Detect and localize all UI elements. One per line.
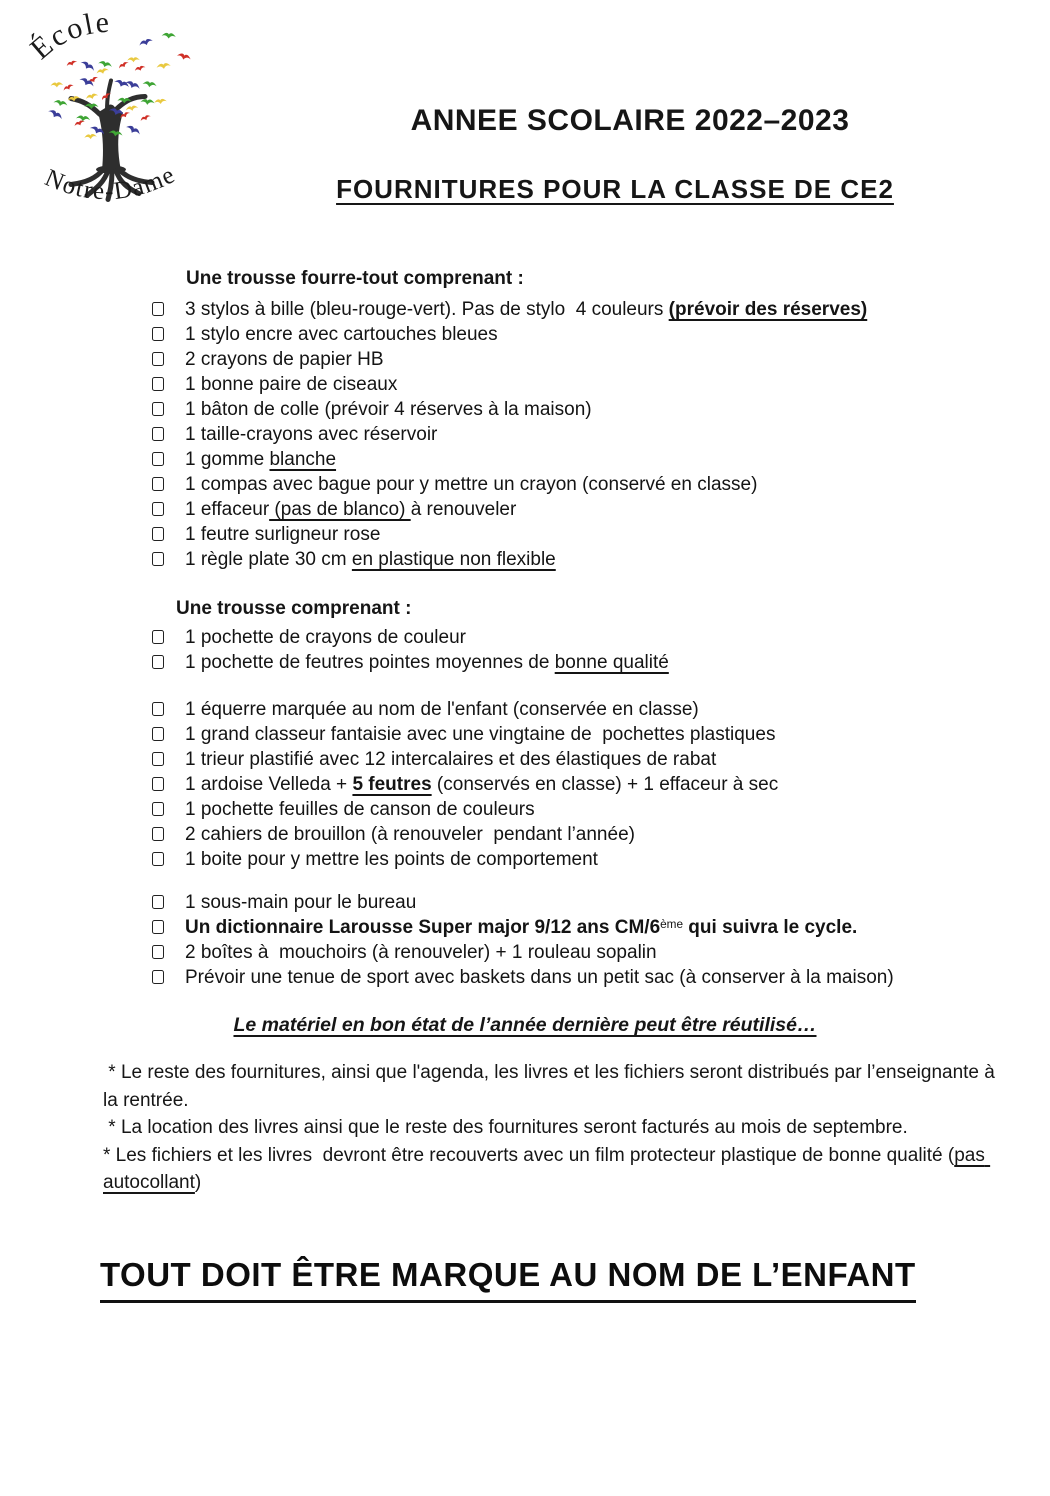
item-text: 1 règle plate 30 cm en plastique non flexible (185, 549, 556, 570)
checkbox-bullet-icon (152, 777, 164, 791)
page-subtitle: FOURNITURES POUR LA CLASSE DE CE2 (336, 174, 894, 204)
item-text: 2 boîtes à mouchoirs (à renouveler) + 1 rouleau sopalin (185, 942, 657, 963)
item-text: 1 grand classeur fantaisie avec une vingtaine de pochettes plastiques (185, 724, 776, 745)
item-text: 1 effaceur (pas de blanco) à renouveler (185, 499, 517, 520)
checkbox-bullet-icon (152, 552, 164, 566)
list-item (0, 965, 1050, 990)
list-item (0, 547, 1050, 572)
item-text: Un dictionnaire Larousse Super major 9/12 ans CM/6ème qui suivra le cycle. (185, 917, 858, 938)
item-text: 1 pochette feuilles de canson de couleurs (185, 799, 535, 820)
item-text: 1 sous-main pour le bureau (185, 892, 417, 913)
item-text: 1 taille-crayons avec réservoir (185, 424, 438, 445)
list-item (0, 497, 1050, 522)
item-text: 1 pochette de feutres pointes moyennes de bonne qualité (185, 652, 669, 673)
item-text: 1 boite pour y mettre les points de comportement (185, 849, 598, 870)
footnotes (103, 1059, 1012, 1197)
checkbox-bullet-icon (152, 377, 164, 391)
item-group (0, 890, 1050, 990)
list-item (0, 422, 1050, 447)
footnote: * La location des livres ainsi que le reste des fournitures seront facturés au mois de septembre. (103, 1117, 908, 1138)
item-text: 1 trieur plastifié avec 12 intercalaires et des élastiques de rabat (185, 749, 717, 770)
item-text: 1 bonne paire de ciseaux (185, 374, 398, 395)
school-logo (16, 6, 206, 221)
item-text: 1 stylo encre avec cartouches bleues (185, 324, 498, 345)
checkbox-bullet-icon (152, 302, 164, 316)
list-item (0, 322, 1050, 347)
checkbox-bullet-icon (152, 527, 164, 541)
footnote: * Les fichiers et les livres devront être recouverts avec un film protecteur plastique de bonne qualité (pas autocollant) (103, 1144, 991, 1193)
item-text: 2 crayons de papier HB (185, 349, 384, 370)
supply-sections (0, 266, 1050, 990)
checkbox-bullet-icon (152, 630, 164, 644)
list-item (0, 797, 1050, 822)
reuse-note: Le matériel en bon état de l’année dernière peut être réutilisé… (233, 1014, 817, 1036)
checkbox-bullet-icon (152, 945, 164, 959)
checkbox-bullet-icon (152, 702, 164, 716)
item-text: 1 compas avec bague pour y mettre un crayon (conservé en classe) (185, 474, 758, 495)
checkbox-bullet-icon (152, 827, 164, 841)
checkbox-bullet-icon (152, 327, 164, 341)
item-text: 1 ardoise Velleda + 5 feutres (conservés en classe) + 1 effaceur à sec (185, 774, 779, 795)
checkbox-bullet-icon (152, 477, 164, 491)
list-item (0, 847, 1050, 872)
list-item (0, 347, 1050, 372)
list-item (0, 447, 1050, 472)
checkbox-bullet-icon (152, 352, 164, 366)
item-text: 1 bâton de colle (prévoir 4 réserves à la maison) (185, 399, 592, 420)
checkbox-bullet-icon (152, 427, 164, 441)
logo-text-bottom: Notre-Dame (40, 160, 181, 206)
section-header: Une trousse fourre-tout comprenant : (186, 268, 524, 289)
item-text: 3 stylos à bille (bleu-rouge-vert). Pas de stylo 4 couleurs (prévoir des réserves) (185, 299, 868, 320)
item-group (0, 697, 1050, 872)
checkbox-bullet-icon (152, 402, 164, 416)
list-item (0, 822, 1050, 847)
list-item (0, 472, 1050, 497)
list-item (0, 522, 1050, 547)
list-item (0, 650, 1050, 675)
section (0, 596, 1050, 990)
list-item (0, 697, 1050, 722)
checkbox-bullet-icon (152, 752, 164, 766)
checkbox-bullet-icon (152, 852, 164, 866)
checkbox-bullet-icon (152, 895, 164, 909)
item-group (0, 297, 1050, 572)
list-item (0, 915, 1050, 940)
item-text: 2 cahiers de brouillon (à renouveler pendant l’année) (185, 824, 635, 845)
item-text: 1 équerre marquée au nom de l'enfant (conservée en classe) (185, 699, 699, 720)
list-item (0, 772, 1050, 797)
checkbox-bullet-icon (152, 502, 164, 516)
list-item (0, 890, 1050, 915)
footer-warning: TOUT DOIT ÊTRE MARQUE AU NOM DE L’ENFANT (100, 1256, 916, 1303)
supplies-content (0, 266, 1050, 1197)
item-text: Prévoir une tenue de sport avec baskets dans un petit sac (à conserver à la maison) (185, 967, 894, 988)
list-item (0, 747, 1050, 772)
page-title: ANNEE SCOLAIRE 2022–2023 (410, 104, 850, 137)
item-text: 1 pochette de crayons de couleur (185, 627, 466, 648)
list-item (0, 625, 1050, 650)
checkbox-bullet-icon (152, 970, 164, 984)
list-item (0, 372, 1050, 397)
list-item (0, 297, 1050, 322)
section (0, 266, 1050, 572)
list-item (0, 722, 1050, 747)
item-group (0, 625, 1050, 675)
list-item (0, 397, 1050, 422)
footnote: * Le reste des fournitures, ainsi que l'agenda, les livres et les fichiers seront distribués par l’enseignante à la rentrée. (103, 1062, 1001, 1111)
item-text: 1 gomme blanche (185, 449, 337, 470)
checkbox-bullet-icon (152, 452, 164, 466)
checkbox-bullet-icon (152, 802, 164, 816)
section-header: Une trousse comprenant : (176, 598, 412, 619)
logo-tree-icon (16, 6, 206, 221)
item-text: 1 feutre surligneur rose (185, 524, 381, 545)
list-item (0, 940, 1050, 965)
checkbox-bullet-icon (152, 727, 164, 741)
logo-text-top: École (24, 6, 113, 66)
checkbox-bullet-icon (152, 920, 164, 934)
checkbox-bullet-icon (152, 655, 164, 669)
